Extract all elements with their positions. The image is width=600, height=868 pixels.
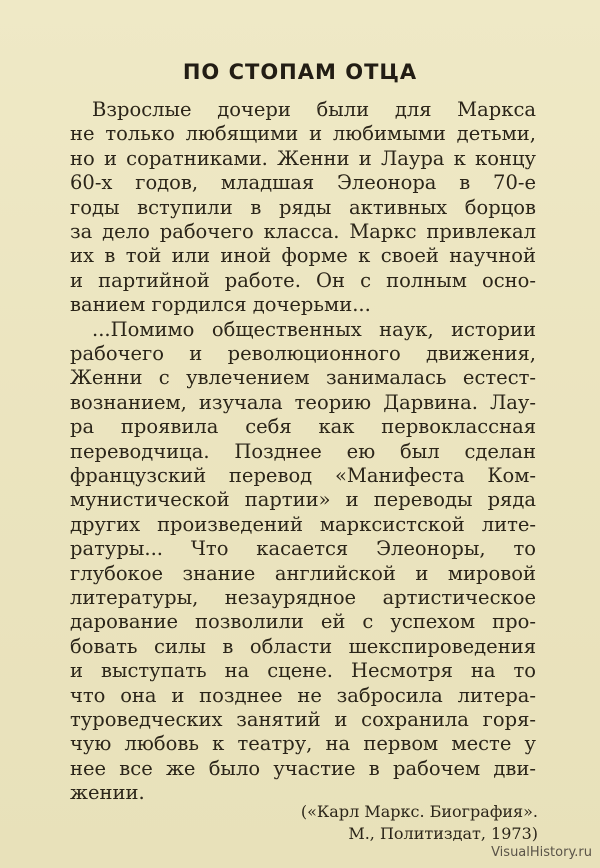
text-line: переводчица. Позднее ею был сделан bbox=[70, 439, 536, 463]
text-line: ра проявила себя как первоклассная bbox=[70, 415, 536, 439]
text-line: и партийной работе. Он с полным осно- bbox=[70, 268, 536, 292]
text-line: вознанием, изучала теорию Дарвина. Лау- bbox=[70, 390, 536, 414]
text-line: других произведений марксистской лите- bbox=[70, 512, 536, 536]
text-line: нее все же было участие в рабочем дви- bbox=[70, 756, 536, 780]
text-line: туроведческих занятий и сохранила горя- bbox=[70, 708, 536, 731]
text-line: рабочего и революционного движения, bbox=[70, 342, 536, 365]
text-line: но и соратниками. Женни и Лаура к концу bbox=[70, 146, 536, 170]
text-line: ратуры... Что касается Элеоноры, то bbox=[70, 537, 536, 561]
text-line: литературы, незаурядное артистическое bbox=[70, 586, 536, 609]
citation-line-2: М., Политиздат, 1973) bbox=[348, 824, 538, 843]
text-line: ванием гордился дочерьми... bbox=[70, 293, 371, 317]
text-line: французский перевод «Манифеста Ком- bbox=[70, 464, 536, 487]
text-line: 60-х годов, младшая Элеонора в 70-е bbox=[70, 171, 536, 195]
text-line: бовать силы в области шекспироведения bbox=[70, 634, 536, 658]
text-line: Женни с увлечением занималась естест- bbox=[70, 366, 536, 390]
text-line: их в той или иной форме к своей научной bbox=[70, 244, 536, 268]
watermark: VisualHistory.ru bbox=[491, 845, 592, 860]
text-line: Взрослые дочери были для Маркса bbox=[92, 98, 536, 121]
citation-line-1: («Карл Маркс. Биография». bbox=[300, 802, 538, 821]
text-line: что она и позднее не забросила литера- bbox=[70, 683, 536, 707]
text-line: жении. bbox=[70, 781, 145, 805]
text-line: и выступать на сцене. Несмотря на то bbox=[70, 659, 536, 683]
text-line: ...Помимо общественных наук, истории bbox=[92, 317, 536, 341]
text-line: годы вступили в ряды активных борцов bbox=[70, 195, 536, 219]
text-line: не только любящими и любимыми детьми, bbox=[70, 122, 536, 146]
article-title: ПО СТОПАМ ОТЦА bbox=[182, 60, 418, 84]
text-line: глубокое знание английской и мировой bbox=[70, 561, 536, 585]
text-line: за дело рабочего класса. Маркс привлекал bbox=[70, 220, 536, 243]
text-line: чую любовь к театру, на первом месте у bbox=[70, 732, 536, 756]
text-line: мунистической партии» и переводы ряда bbox=[70, 488, 536, 512]
text-line: дарование позволили ей с успехом про- bbox=[70, 610, 536, 634]
